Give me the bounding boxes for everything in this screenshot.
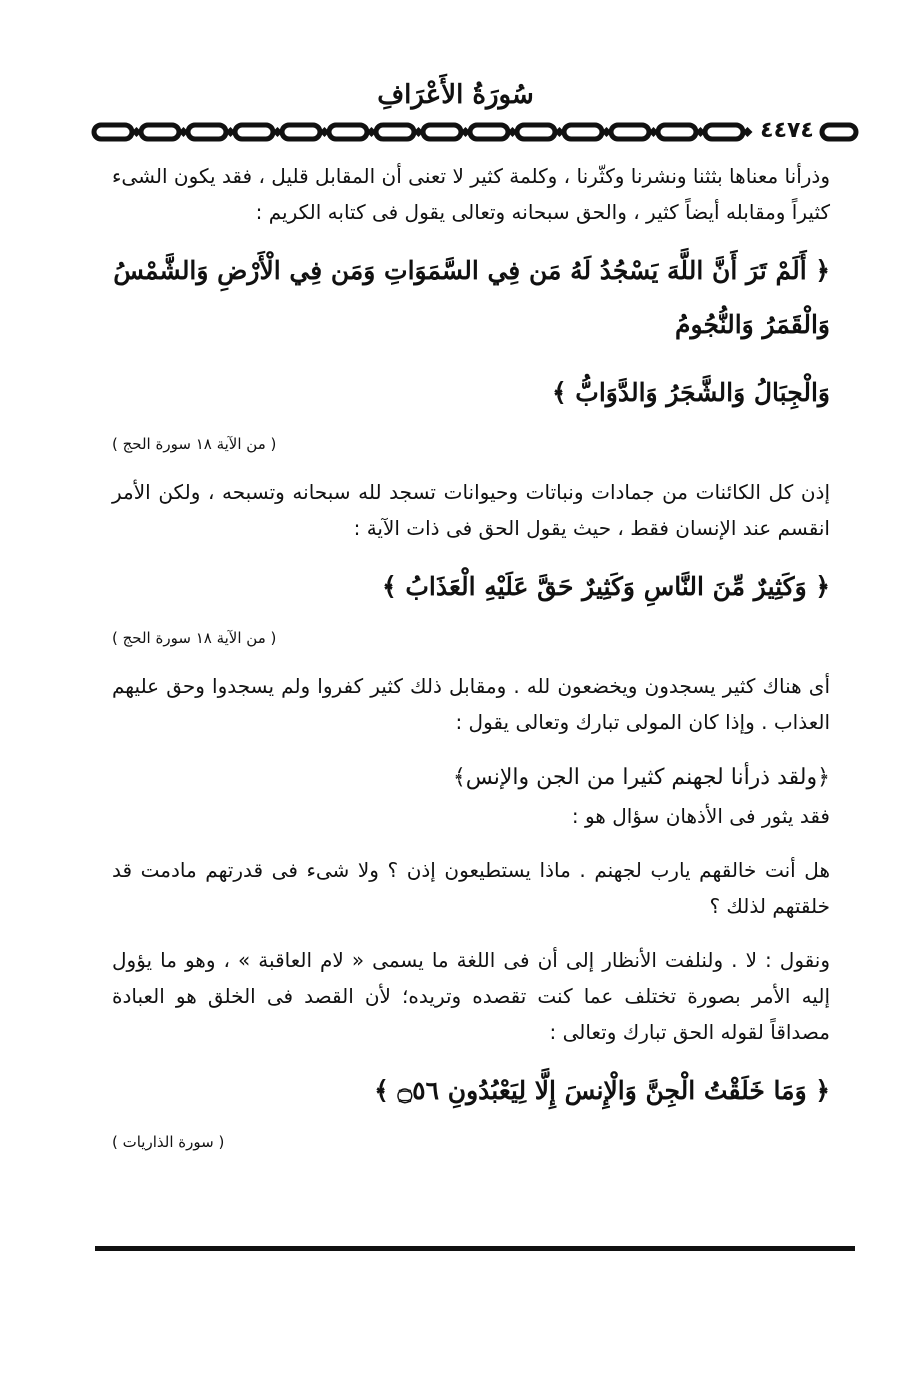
quran-verse-2: ﴿ وَكَثِيرٌ مِّنَ النَّاسِ وَكَثِيرٌ حَقَّ عَلَيْهِ الْعَذَابُ ﴾: [382, 572, 830, 601]
chain-link: [376, 125, 414, 139]
verse-reference-1-text: ( من الآية ١٨ سورة الحج ): [112, 435, 277, 453]
paragraph-1: وذرأنا معناها بثثنا ونشرنا وكثّرنا ، وكلمة كثير لا تعنى أن المقابل قليل ، فقد يكون الشىء كثيراً ومقابله أيضاً كثير ، والحق سبحانه وتعالى يقول فى كتابه الكريم :: [112, 164, 830, 224]
header-ornament-band: [90, 118, 860, 146]
footer-rule: [95, 1246, 855, 1251]
chain-link: [470, 125, 508, 139]
chain-link: [282, 125, 320, 139]
chain-link: [822, 125, 856, 139]
chain-link: [141, 125, 179, 139]
quran-verse-1-line-1: ﴿ أَلَمْ تَرَ أَنَّ اللَّهَ يَسْجُدُ لَهُ مَن فِي السَّمَوَاتِ وَمَن فِي الْأَرْضِ وَالشَّمْسُ وَالْقَمَرُ وَالنُّجُومُ: [113, 256, 830, 339]
paragraph-5: هل أنت خالقهم يارب لجهنم . ماذا يستطيعون إذن ؟ ولا شىء فى قدرتهم مادمت قد خلقتهم لذلك ؟: [112, 858, 830, 918]
chain-link: [423, 125, 461, 139]
verse-reference-4: [112, 1130, 830, 1154]
chain-link: [658, 125, 696, 139]
chain-link: [517, 125, 555, 139]
paragraph-6: ونقول : لا . ولنلفت الأنظار إلى أن فى اللغة ما يسمى « لام العاقبة » ، وهو ما يؤول إليه الأمر بصورة تختلف عما كنت تقصده وتريده؛ لأن القصد فى الخلق هو العبادة مصداقاً لقوله الحق تبارك وتعالى :: [112, 948, 830, 1044]
page-number: ٤٤٧٤: [756, 116, 818, 146]
chain-link: [94, 125, 132, 139]
chain-link: [329, 125, 367, 139]
chain-link: [235, 125, 273, 139]
verse-reference-2: [112, 626, 830, 650]
paragraph-2: إذن كل الكائنات من جمادات ونباتات وحيوانات تسجد لله سبحانه وتسبحه ، ولكن الأمر انقسم عند الإنسان فقط ، حيث يقول الحق فى ذات الآية :: [112, 480, 830, 540]
verse-reference-4-text: ( سورة الذاريات ): [112, 1133, 225, 1151]
verse-reference-1: [112, 432, 830, 456]
quran-verse-4: ﴿ وَمَا خَلَقْتُ الْجِنَّ وَالْإِنسَ إِلَّا لِيَعْبُدُونِ ۝٥٦ ﴾: [374, 1076, 830, 1105]
chain-link: [705, 125, 743, 139]
page-content: [112, 158, 830, 1172]
paragraph-4: فقد يثور فى الأذهان سؤال هو :: [571, 804, 830, 828]
quran-verse-1-line-2: وَالْجِبَالُ وَالشَّجَرُ وَالدَّوَابُّ ﴾: [551, 378, 830, 407]
verse-reference-2-text: ( من الآية ١٨ سورة الحج ): [112, 629, 277, 647]
quran-verse-3: ﴿ولقد ذرأنا لجهنم كثيرا من الجن والإنس﴾: [452, 765, 830, 790]
chain-link: [611, 125, 649, 139]
paragraph-3: أى هناك كثير يسجدون ويخضعون لله . ومقابل ذلك كثير كفروا ولم يسجدوا وحق عليهم العذاب . وإذا كان المولى تبارك وتعالى يقول :: [112, 674, 830, 734]
chain-link: [188, 125, 226, 139]
chain-link: [564, 125, 602, 139]
surah-title: سُورَةُ الأَعْرَافِ: [377, 80, 534, 110]
